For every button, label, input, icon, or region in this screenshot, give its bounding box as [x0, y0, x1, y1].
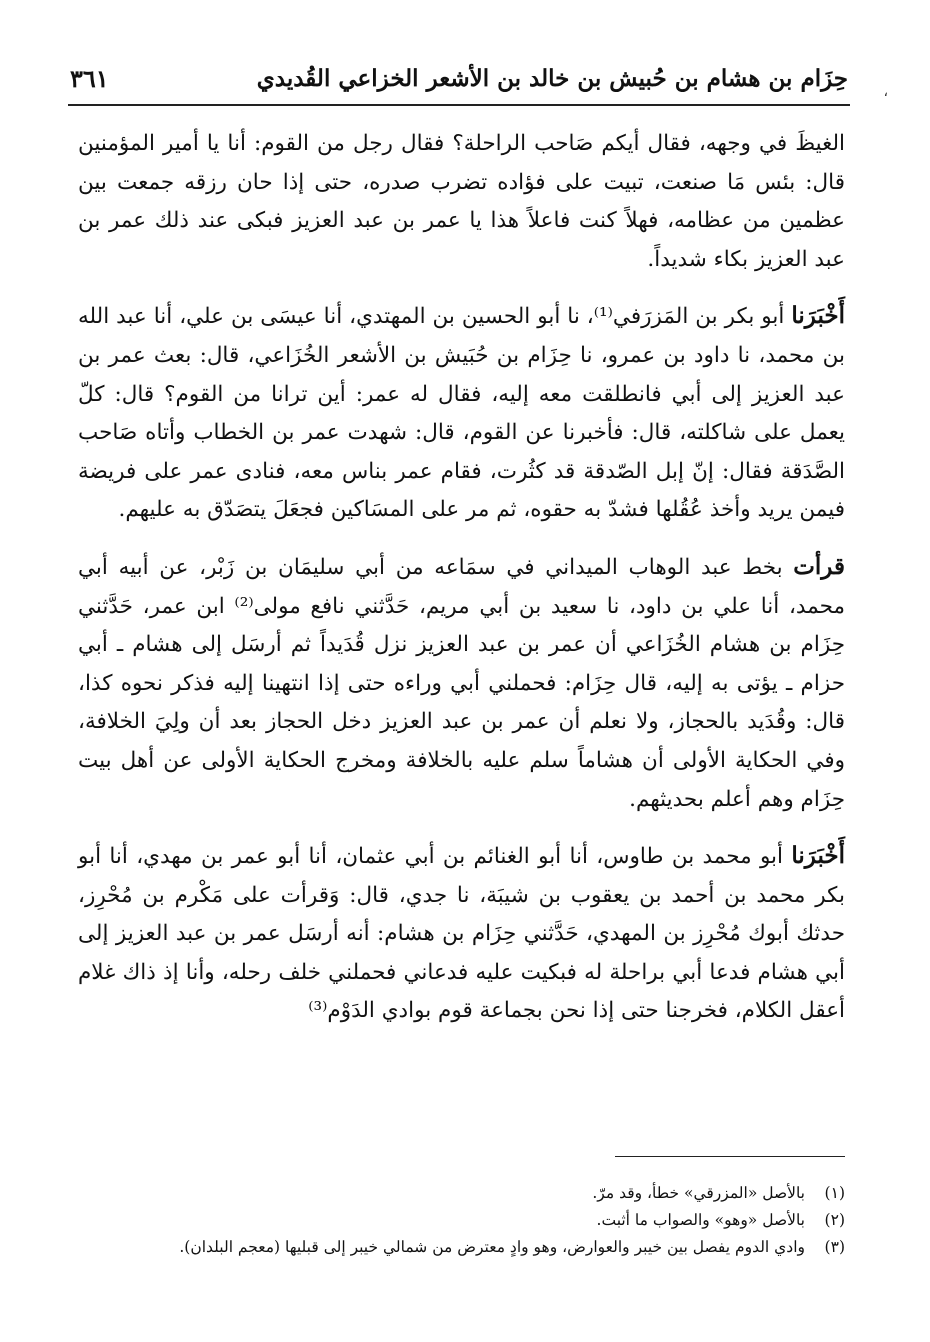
page-number: ٣٦١ [70, 63, 109, 93]
footnote-rule [615, 1156, 845, 1157]
footnote-text: وادي الدوم يفصل بين خيبر والعوارض، وهو وادٍ معترض من شمالي خيبر إلى قبليها (معجم البلدان). [179, 1238, 805, 1256]
paragraph-lead: قرأت [793, 552, 845, 580]
corner-mark: ، [883, 84, 888, 100]
header-title: حِزَام بن هشام بن حُبيش بن خالد بن الأشعر الخزاعي القُديدي [256, 64, 848, 92]
paragraph-text: الغيظَ في وجهه، فقال أيكم صَاحب الراحلة؟ فقال رجل من القوم: أنا يا أمير المؤمنين قال: بئس مَا صنعت، تبيت على فؤاده تضرب صدره، حتى إذا حان رزقه جمعت بين عظمين من عظامه، فهلاً كنت فاعلاً هذا يا عمر بن عبد العزيز فبكى عند ذلك عمر بن عبد العزيز بكاء شديداً. [78, 131, 845, 272]
footnotes [80, 1180, 845, 1261]
footnote-3 [80, 1234, 845, 1261]
paragraph-1 [78, 124, 845, 279]
footnote-2 [80, 1207, 845, 1234]
footnote-text: بالأصل «المزرقي» خطأ، وقد مرّ. [592, 1184, 805, 1202]
footnote-text: بالأصل «وهو» والصواب ما أثبت. [596, 1211, 805, 1229]
footnote-1 [80, 1180, 845, 1207]
paragraph-text: أبو محمد بن طاوس، أنا أبو الغنائم بن أبي عثمان، أنا أبو عمر بن مهدي، أنا أبو بكر محمد بن أحمد بن يعقوب بن شيبَة، نا جدي، قال: وَقرأت على مَكْرم بن مُحْرِز، حدثك أبوك مُحْرِز بن المهدي، حَدَّثني حِزَام بن هشام: أنه أرسَل عمر بن عبد العزيز إلى أبي هشام فدعا أبي براحلة له فبكيت عليه فدعاني فحملني خلف رحله، وأنا إذ ذاك غلام أعقل الكلام، فخرجنا حتى إذا نحن بجماعة قوم بوادي الدَوْم⁽³⁾ [78, 844, 845, 1024]
paragraph-3 [78, 548, 845, 819]
footnote-number: (٢) [824, 1211, 845, 1229]
footnote-number: (٣) [824, 1238, 845, 1256]
paragraph-lead: أَخْبَرَنا [791, 302, 845, 330]
footnote-number: (١) [824, 1184, 845, 1202]
body-text [78, 124, 845, 1049]
paragraph-lead: أَخْبَرَنا [791, 842, 845, 870]
paragraph-text: أبو بكر بن المَزرَفي⁽¹⁾، نا أبو الحسين بن المهتدي، أنا عيسَى بن علي، أنا عبد الله بن محمد، نا داود بن عمرو، نا حِزَام بن حُبَيش بن الأشعر الخُزَاعي، قال: بعث عمر بن عبد العزيز إلى أبي فانطلقت معه إليه، فقال له عمر: أين ترانا من القوم؟ قال: كلّ يعمل على شاكلته، قال: فأخبرنا عن القوم، قال: شهدت عمر بن الخطاب وأتاه صَاحب الصَّدَقة فقال: إنّ إبل الصّدقة قد كثُرت، فقام عمر بناس معه، فنادى عمر على فريضة فيمن يريد وأخذ عُقُلها فشدّ به حقوه، ثم مر على المسَاكين فجعَلَ يتصَدّق به عليهم. [78, 304, 845, 523]
header-rule [68, 104, 850, 106]
paragraph-2 [78, 297, 845, 530]
paragraph-text: بخط عبد الوهاب الميداني في سمَاعه من أبي سليمَان بن زَبْر، عن أبيه أبي محمد، أنا علي بن داود، نا سعيد بن أبي مريم، حَدَّثني نافع مولى⁽²⁾ ابن عمر، حَدَّثني حِزَام بن هشام الخُزَاعي أن عمر بن عبد العزيز نزل قُدَيداً ثم أرسَل إلى هشام ـ أبي حزام ـ يؤتى به إليه، قال حِزَام: فحملني أبي وراءه حتى إذا انتهينا إليه فذكر نحوه كذا، قال: وقُدَيد بالحجاز، ولا نعلم أن عمر بن عبد العزيز دخل الحجاز بعد أن ولِيَ الخلافة، وفي الحكاية الأولى أن هشاماً سلم عليه بالخلافة ومخرج الحكاية الأولى عن أهل بيت حِزَام وهم أعلم بحديثهم. [78, 554, 846, 812]
paragraph-4 [78, 837, 845, 1031]
running-header [70, 56, 848, 100]
